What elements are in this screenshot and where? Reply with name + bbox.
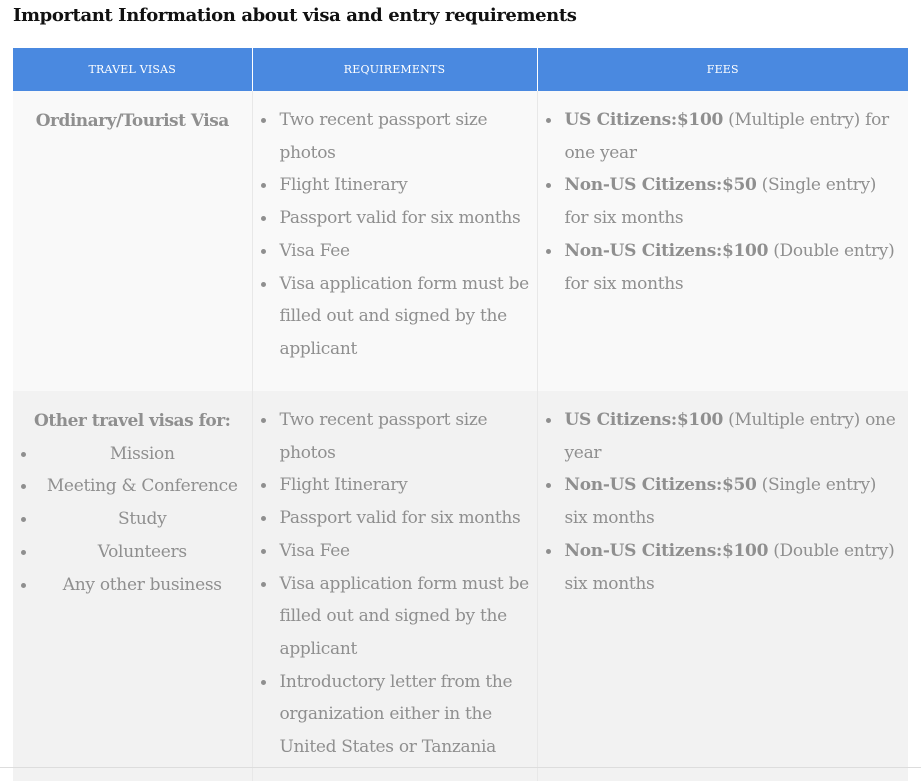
visa-purpose-item: Volunteers — [13, 536, 252, 569]
fee-detail: (Single entry) six months — [564, 475, 877, 529]
fee-detail: (Multiple entry) one year — [564, 410, 896, 463]
requirements-list — [253, 391, 537, 764]
fee-detail: (Multiple entry) for one year — [564, 110, 889, 163]
requirements-cell — [252, 91, 537, 391]
visa-type-name: Other travel visas for: — [34, 411, 231, 431]
fee-label: Non-US Citizens:$50 — [564, 475, 757, 496]
requirement-item: Two recent passport size photos — [280, 404, 535, 469]
bottom-divider — [0, 767, 921, 768]
visa-purpose-list — [13, 438, 252, 602]
requirement-item: Visa application form must be filled out and signed by the applicant — [280, 268, 535, 366]
visa-type-cell — [13, 91, 252, 391]
fee-item — [565, 104, 903, 169]
column-header-fees: FEES — [537, 48, 908, 91]
visa-requirements-table — [13, 48, 908, 781]
requirement-item: Visa Fee — [280, 535, 535, 568]
requirement-item: Flight Itinerary — [280, 469, 535, 502]
fee-label: US Citizens:$100 — [564, 410, 724, 430]
fee-item — [565, 469, 903, 534]
requirement-item: Two recent passport size photos — [280, 104, 535, 169]
fee-detail: (Single entry) for six months — [564, 175, 877, 229]
fee-item — [565, 169, 903, 234]
requirement-item: Flight Itinerary — [280, 169, 535, 202]
visa-purpose-item: Meeting & Conference — [13, 470, 252, 503]
requirement-item: Passport valid for six months — [280, 502, 535, 535]
column-header-travel-visas: TRAVEL VISAS — [13, 48, 252, 91]
requirements-list — [253, 91, 537, 366]
visa-purpose-item: Study — [13, 503, 252, 536]
visa-purpose-item: Mission — [13, 438, 252, 471]
table-header-row — [13, 48, 908, 91]
fee-label: Non-US Citizens:$100 — [564, 540, 769, 561]
requirement-item: Passport valid for six months — [280, 202, 535, 235]
table-row-other-visas — [13, 391, 908, 781]
fee-item — [565, 235, 903, 300]
requirements-cell — [252, 391, 537, 781]
page-title: Important Information about visa and entry requirements — [13, 5, 577, 26]
column-header-requirements: REQUIREMENTS — [252, 48, 537, 91]
fees-list — [538, 391, 909, 600]
fee-item — [565, 404, 903, 469]
fee-detail: (Double entry) six months — [564, 540, 895, 594]
fee-detail: (Double entry) for six months — [564, 240, 895, 294]
fee-label: Non-US Citizens:$100 — [564, 240, 769, 261]
requirement-item: Introductory letter from the organization either in the United States or Tanzania — [280, 666, 535, 764]
requirement-item: Visa Fee — [280, 235, 535, 268]
visa-type-cell — [13, 391, 252, 781]
fee-item — [565, 535, 903, 600]
fees-list — [538, 91, 909, 300]
fees-cell — [537, 91, 908, 391]
visa-purpose-item: Any other business — [13, 569, 252, 602]
fee-label: US Citizens:$100 — [564, 110, 724, 130]
fees-cell — [537, 391, 908, 781]
visa-type-name: Ordinary/Tourist Visa — [35, 111, 229, 131]
table-row-tourist-visa — [13, 91, 908, 391]
fee-label: Non-US Citizens:$50 — [564, 175, 757, 196]
requirement-item: Visa application form must be filled out and signed by the applicant — [280, 568, 535, 666]
